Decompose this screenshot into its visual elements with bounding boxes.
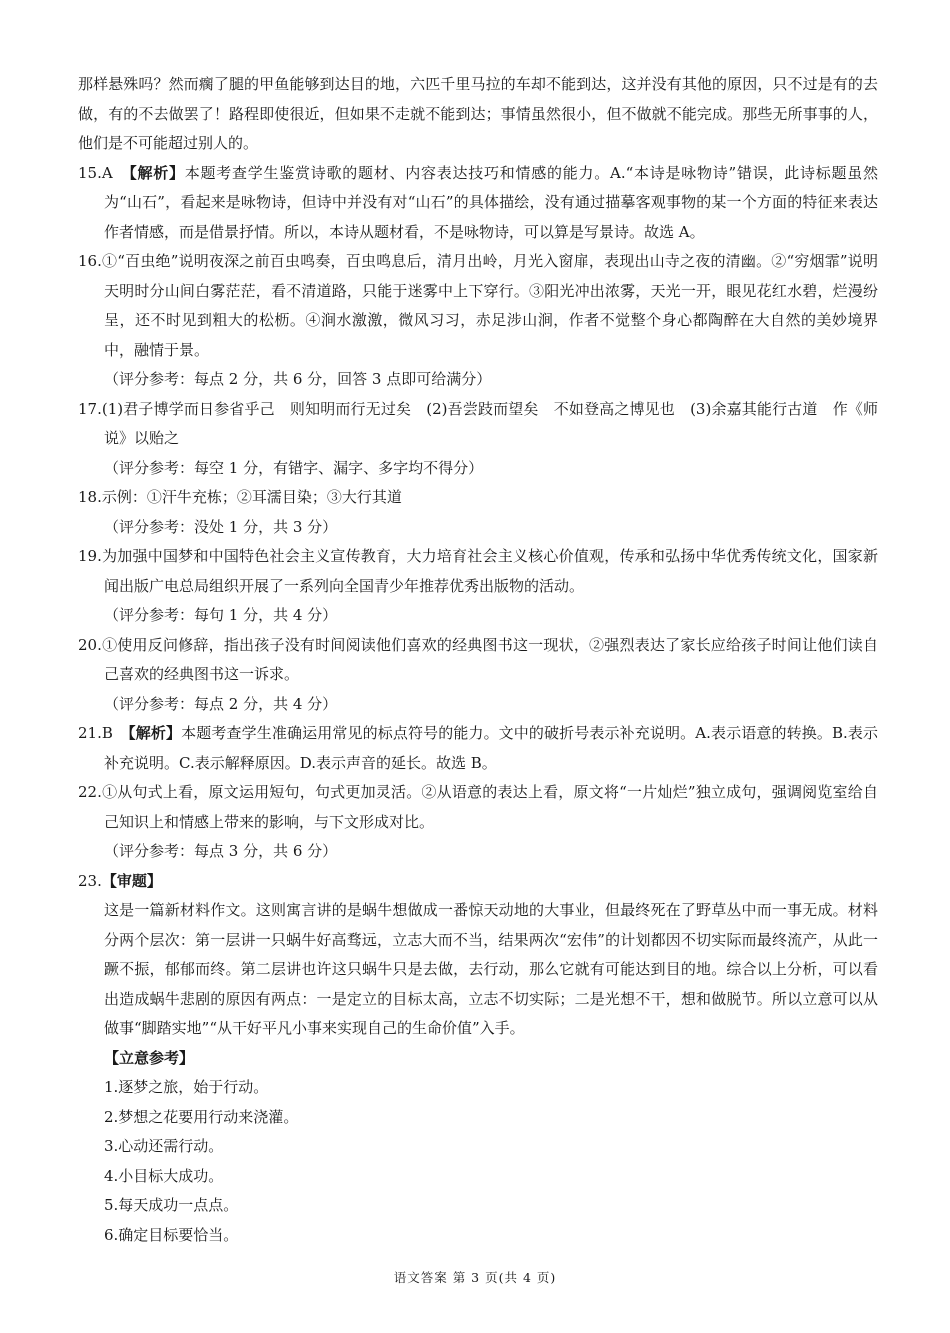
answer-21-text: 本题考查学生准确运用常见的标点符号的能力。文中的破折号表示补充说明。A.表示语意的转换。B.表示补充说明。C.表示解释原因。D.表示声音的延长。故选 B。 <box>104 724 878 772</box>
answer-23-ref-item: 3.心动还需行动。 <box>104 1137 224 1155</box>
answer-18-scoring: （评分参考：没处 1 分，共 3 分） <box>104 517 338 536</box>
answer-21-tag: 【解析】 <box>128 724 182 742</box>
answer-18: 18.示例：①汗牛充栋；②耳濡目染；③大行其道 <box>78 488 402 506</box>
answer-15-number: 15.A <box>78 163 113 182</box>
q14-continuation: 那样悬殊吗？然而瘸了腿的甲鱼能够到达目的地，六匹千里马拉的车却不能到达，这并没有其他的原因，只不过是有的去做，有的不去做罢了！路程即使很近，但如果不走就不能到达；事情虽然很小，但不做就不能完成。那些无所事事的人，他们是不可能超过别人的。 <box>78 75 878 152</box>
answer-17: 17.(1)君子博学而日参省乎己 则知明而行无过矣 (2)吾尝跂而望矣 不如登高之博见也 (3)余嘉其能行古道 作《师说》以贻之 <box>78 399 878 447</box>
answer-23-number: 23. <box>78 871 102 890</box>
answer-23-analysis: 这是一篇新材料作文。这则寓言讲的是蜗牛想做成一番惊天动地的大事业，但最终死在了野草丛中而一事无成。材料分两个层次：第一层讲一只蜗牛好高骛远，立志大而不当，结果两次“宏伟”的计划都因不切实际而最终流产，从此一蹶不振，郁郁而终。第二层讲也许这只蜗牛只是去做，去行动，那么它就有可能达到目的地。综合以上分析，可以看出造成蜗牛悲剧的原因有两点：一是定立的目标太高，立志不切实际；二是光想不干，想和做脱节。所以立意可以从做事“脚踏实地”“从干好平凡小事来实现自己的生命价值”入手。 <box>104 901 878 1037</box>
answer-15-text: 本题考查学生鉴赏诗歌的题材、内容表达技巧和情感的能力。A.“本诗是咏物诗”错误，此诗标题虽然为“山石”，看起来是咏物诗，但诗中并没有对“山石”的具体描绘，没有通过描摹客观事物的某一个方面的特征来表达作者情感，而是借景抒情。所以，本诗从题材看，不是咏物诗，可以算是写景诗。故选 A。 <box>104 163 878 241</box>
answer-19: 19.为加强中国梦和中国特色社会主义宣传教育，大力培育社会主义核心价值观，传承和弘扬中华优秀传统文化，国家新闻出版广电总局组织开展了一系列向全国青少年推荐优秀出版物的活动。 <box>78 547 878 595</box>
answer-17-scoring: （评分参考：每空 1 分，有错字、漏字、多字均不得分） <box>104 458 484 477</box>
answer-23-ref-item: 1.逐梦之旅，始于行动。 <box>104 1078 269 1096</box>
answer-23-ref-heading: 【立意参考】 <box>104 1048 195 1067</box>
page-footer: 语文答案 第 3 页(共 4 页) <box>393 1270 557 1285</box>
answer-23-heading <box>78 867 878 897</box>
answer-23-ref-item: 2.梦想之花要用行动来浇灌。 <box>104 1107 299 1126</box>
answer-21-number: 21.B <box>78 724 113 742</box>
answer-21 <box>78 719 878 778</box>
answer-23-tag: 【审题】 <box>101 871 162 890</box>
answer-16: 16.①“百虫绝”说明夜深之前百虫鸣奏，百虫鸣息后，清月出岭，月光入窗扉，表现出山寺之夜的清幽。②“穷烟霏”说明天明时分山间白雾茫茫，看不清道路，只能于迷雾中上下穿行。③阳光冲出浓雾，天光一开，眼见花红水碧，烂漫纷呈，还不时见到粗大的松枥。④涧水激激，微风习习，赤足涉山涧，作者不觉整个身心都陶醉在大自然的美妙境界中，融情于景。 <box>78 252 878 359</box>
answer-20-scoring: （评分参考：每点 2 分，共 4 分） <box>104 694 338 713</box>
answer-15-tag: 【解析】 <box>129 163 185 182</box>
answer-23-ref-item: 6.确定目标要恰当。 <box>104 1225 239 1244</box>
answer-15 <box>78 159 878 248</box>
answer-20: 20.①使用反问修辞，指出孩子没有时间阅读他们喜欢的经典图书这一现状，②强烈表达了家长应给孩子时间让他们读自己喜欢的经典图书这一诉求。 <box>78 635 878 683</box>
answer-22: 22.①从句式上看，原文运用短句，句式更加灵活。②从语意的表达上看，原文将“一片灿烂”独立成句，强调阅览室给自己知识上和情感上带来的影响，与下文形成对比。 <box>78 783 878 831</box>
answer-19-scoring: （评分参考：每句 1 分，共 4 分） <box>104 606 338 624</box>
answer-16-scoring: （评分参考：每点 2 分，共 6 分，回答 3 点即可给满分） <box>104 370 492 388</box>
answer-content <box>78 70 878 1250</box>
answer-23-ref-item: 5.每天成功一点点。 <box>104 1196 239 1214</box>
answer-23-ref-item: 4.小目标大成功。 <box>104 1166 224 1185</box>
answer-22-scoring: （评分参考：每点 3 分，共 6 分） <box>104 842 338 860</box>
